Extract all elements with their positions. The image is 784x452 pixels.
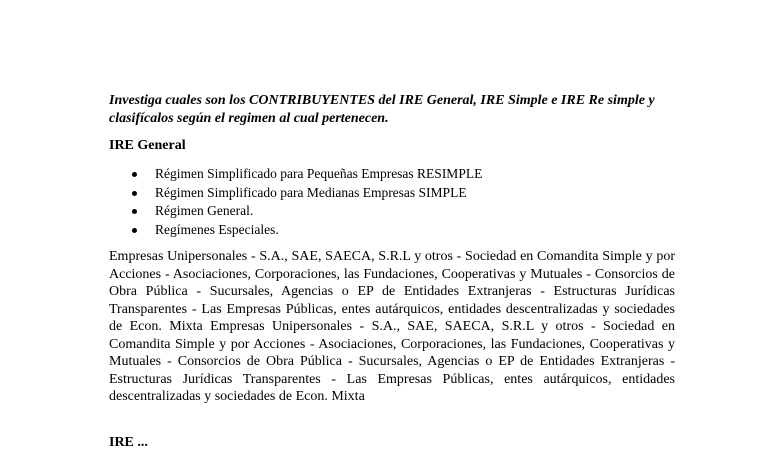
bullet-icon [132, 172, 137, 177]
list-item-text: Régimen General. [155, 203, 254, 218]
list-item [109, 165, 482, 184]
bullet-icon [132, 209, 137, 214]
task-instruction: Investiga cuales son los CONTRIBUYENTES del IRE General, IRE Simple e IRE Re simple y clasifícalos según el regimen al cual pertenecen. [109, 93, 655, 126]
list-item-text: Régimen Simplificado para Pequeñas Empresas RESIMPLE [155, 166, 483, 181]
section-title: IRE General [109, 138, 186, 153]
bullet-icon [132, 228, 137, 233]
list-item-text: Regímenes Especiales. [155, 221, 279, 237]
list-item [109, 202, 482, 221]
list-item [109, 221, 482, 240]
list-item-text: Régimen Simplificado para Medianas Empresas SIMPLE [155, 184, 467, 200]
contributors-paragraph: Empresas Unipersonales - S.A., SAE, SAECA, S.R.L y otros - Sociedad en Comandita Simple y por Acciones - Asociaciones, Corporaciones, las Fundaciones, Cooperativas y Mutuales - Consorcios de Obra Pública - Sucursales, Agencias o EP de Entidades Extranjeras - Estructuras Jurídicas Transparentes - Las Empresas Públicas, entes autárquicos, entidades descentralizadas y sociedades de Econ. Mixta Empresas Unipersonales - S.A., SAE, SAECA, S.R.L y otros - Sociedad en Comandita Simple y por Acciones - Asociaciones, Corporaciones, las Fundaciones, Cooperativas y Mutuales - Consorcios de Obra Pública - Sucursales, Agencias o EP de Entidades Extranjeras - Estructuras Jurídicas Transparentes - Las Empresas Públicas, entes autárquicos, entidades descentralizadas y sociedades de Econ. Mixta [109, 249, 675, 404]
regime-list [109, 165, 482, 239]
list-item [109, 184, 482, 203]
bullet-icon [132, 191, 137, 196]
next-section-heading: IRE ... [109, 435, 148, 450]
